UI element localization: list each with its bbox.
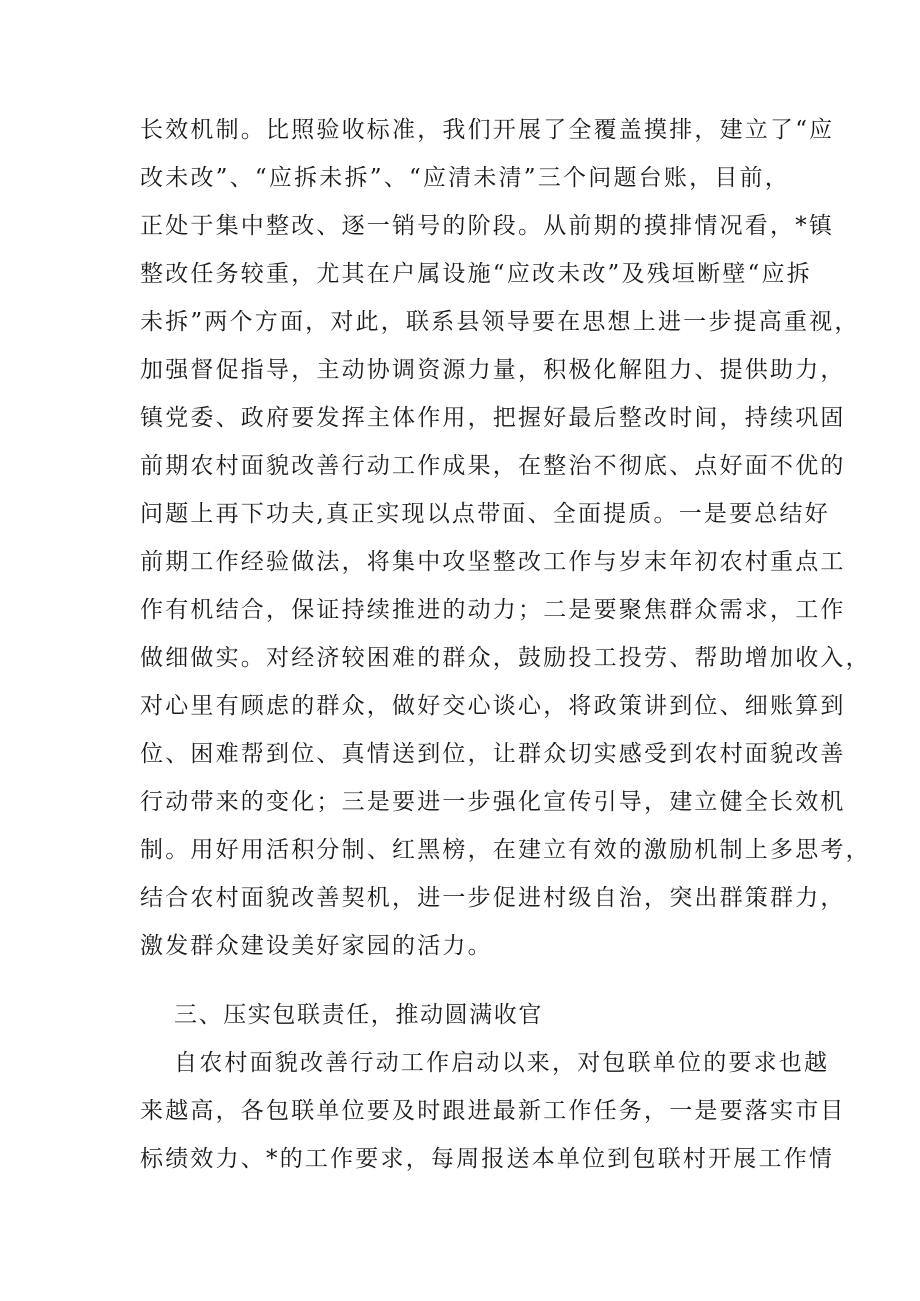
paragraph-line: 前期工作经验做法，将集中攻坚整改工作与岁末年初农村重点工 bbox=[140, 549, 846, 575]
paragraph-line: 位、困难帮到位、真情送到位，让群众切实感受到农村面貌改善 bbox=[140, 741, 846, 767]
paragraph-line: 未拆”两个方面，对此，联系县领导要在思想上进一步提高重视， bbox=[140, 309, 860, 335]
paragraph-line: 对心里有顾虑的群众，做好交心谈心，将政策讲到位、细账算到 bbox=[140, 693, 846, 719]
paragraph-line: 结合农村面貌改善契机，进一步促进村级自治，突出群策群力， bbox=[140, 885, 846, 911]
paragraph-line: 前期农村面貌改善行动工作成果，在整治不彻底、点好面不优的 bbox=[140, 453, 846, 479]
paragraph-line: 加强督促指导，主动协调资源力量，积极化解阻力、提供助力， bbox=[140, 357, 846, 383]
paragraph-line: 行动带来的变化；三是要进一步强化宣传引导，建立健全长效机 bbox=[140, 789, 846, 815]
paragraph-line: 来越高，各包联单位要及时跟进最新工作任务，一是要落实市目 bbox=[140, 1098, 846, 1124]
section-heading: 三、压实包联责任，推动圆满收官 bbox=[174, 1002, 543, 1028]
paragraph-line: 正处于集中整改、逐一销号的阶段。从前期的摸排情况看，*镇 bbox=[140, 213, 835, 239]
paragraph-line: 问题上再下功夫,真正实现以点带面、全面提质。一是要总结好 bbox=[140, 501, 830, 527]
paragraph-line: 整改任务较重，尤其在户属设施“应改未改”及残垣断壁“应拆 bbox=[140, 261, 812, 287]
paragraph-line: 做细做实。对经济较困难的群众，鼓励投工投劳、帮助增加收入， bbox=[140, 645, 871, 671]
paragraph-line: 长效机制。比照验收标准，我们开展了全覆盖摸排，建立了“应 bbox=[140, 117, 835, 143]
paragraph-line: 标绩效力、*的工作要求，每周报送本单位到包联村开展工作情 bbox=[140, 1146, 835, 1172]
paragraph-line: 激发群众建设美好家园的活力。 bbox=[140, 933, 493, 959]
paragraph-line: 作有机结合，保证持续推进的动力；二是要聚焦群众需求，工作 bbox=[140, 597, 846, 623]
paragraph-line: 制。用好用活积分制、红黑榜，在建立有效的激励机制上多思考， bbox=[140, 837, 871, 863]
paragraph-line: 自农村面貌改善行动工作启动以来，对包联单位的要求也越 bbox=[174, 1050, 830, 1076]
paragraph-line: 改未改”、“应拆未拆”、“应清未清”三个问题台账，目前， bbox=[140, 165, 790, 191]
paragraph-line: 镇党委、政府要发挥主体作用，把握好最后整改时间，持续巩固 bbox=[140, 405, 846, 431]
